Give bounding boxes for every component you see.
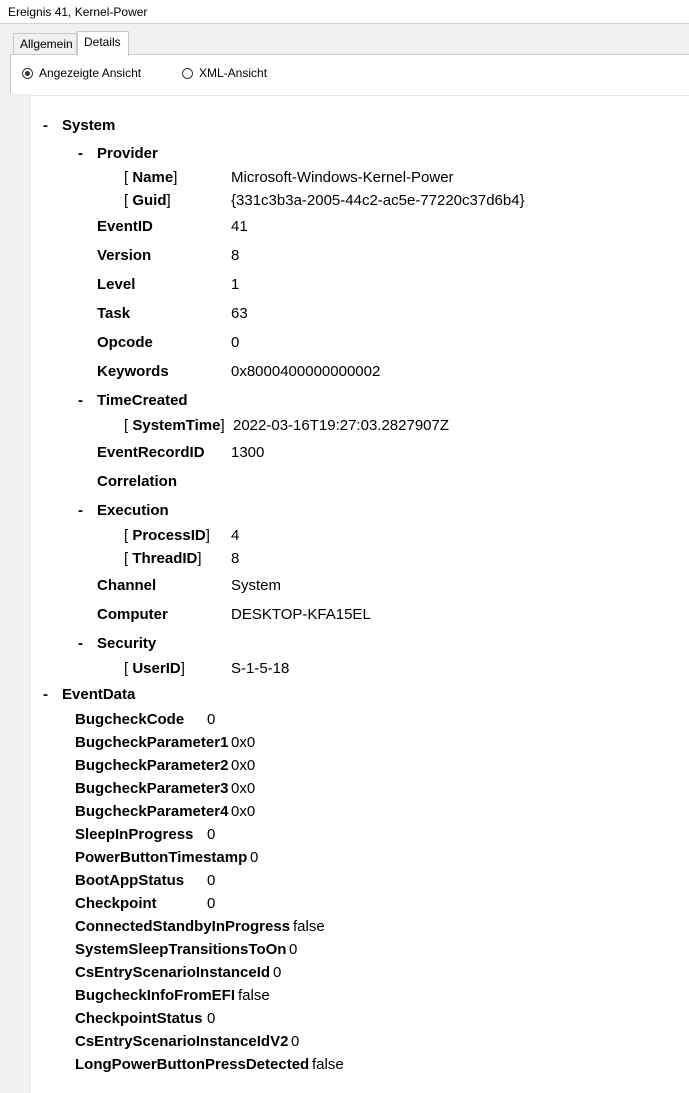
key-correlation: Correlation	[97, 473, 178, 490]
key-eventid: EventID	[97, 218, 153, 235]
eventdata-value: 0	[207, 1010, 216, 1027]
key-version: Version	[97, 247, 152, 264]
collapse-execution-toggle[interactable]: -	[78, 502, 83, 519]
attr-name: [ Name]	[124, 169, 178, 186]
eventdata-key: BugcheckParameter2	[75, 757, 229, 774]
value-keywords: 0x8000400000000002	[231, 363, 381, 380]
tab-details[interactable]: Details	[77, 31, 129, 56]
radio-unselected-icon	[182, 68, 193, 79]
eventdata-key: SleepInProgress	[75, 826, 194, 843]
eventdata-key: LongPowerButtonPressDetected	[75, 1056, 310, 1073]
eventdata-value: false	[312, 1056, 344, 1073]
eventdata-value: 0	[289, 941, 298, 958]
node-provider: Provider	[97, 145, 158, 162]
eventdata-key: PowerButtonTimestamp	[75, 849, 248, 866]
radio-xml-view[interactable]	[182, 66, 267, 80]
value-task: 63	[231, 305, 248, 322]
node-system: System	[62, 117, 116, 134]
eventdata-value: 0x0	[231, 734, 256, 751]
eventdata-value: 0x0	[231, 803, 256, 820]
eventdata-key: BugcheckInfoFromEFI	[75, 987, 236, 1004]
event-details-view[interactable]	[31, 95, 689, 1093]
value-opcode: 0	[231, 334, 240, 351]
value-channel: System	[231, 577, 282, 594]
eventdata-value: 0	[207, 872, 216, 889]
key-eventrecordid: EventRecordID	[97, 444, 205, 461]
eventdata-key: CsEntryScenarioInstanceIdV2	[75, 1033, 289, 1050]
eventdata-key: Checkpoint	[75, 895, 157, 912]
eventdata-value: 0	[250, 849, 259, 866]
radio-selected-icon	[22, 68, 33, 79]
eventdata-value: false	[238, 987, 270, 1004]
key-channel: Channel	[97, 577, 157, 594]
attr-threadid-value: 8	[231, 550, 240, 567]
eventdata-key: CheckpointStatus	[75, 1010, 203, 1027]
eventdata-key: BugcheckParameter3	[75, 780, 229, 797]
attr-name-value: Microsoft-Windows-Kernel-Power	[231, 169, 454, 186]
eventdata-key: BugcheckParameter1	[75, 734, 229, 751]
key-task: Task	[97, 305, 131, 322]
eventdata-key: BootAppStatus	[75, 872, 185, 889]
value-version: 8	[231, 247, 240, 264]
window-title: Ereignis 41, Kernel-Power	[8, 5, 148, 19]
eventdata-value: false	[293, 918, 325, 935]
value-eventrecordid: 1300	[231, 444, 265, 461]
eventdata-value: 0	[273, 964, 282, 981]
collapse-timecreated-toggle[interactable]: -	[78, 392, 83, 409]
attr-guid: [ Guid]	[124, 192, 171, 209]
eventdata-value: 0	[291, 1033, 300, 1050]
node-security: Security	[97, 635, 157, 652]
attr-processid-value: 4	[231, 527, 240, 544]
radio-friendly-view[interactable]	[22, 66, 141, 80]
tab-general[interactable]: Allgemein	[13, 33, 77, 54]
radio-xml-label: XML-Ansicht	[199, 66, 268, 80]
attr-threadid: [ ThreadID]	[124, 550, 202, 567]
eventdata-key: BugcheckParameter4	[75, 803, 229, 820]
eventdata-value: 0	[207, 895, 216, 912]
node-eventdata: EventData	[62, 686, 136, 703]
collapse-security-toggle[interactable]: -	[78, 635, 83, 652]
key-level: Level	[97, 276, 136, 293]
eventdata-value: 0x0	[231, 780, 256, 797]
eventdata-key: SystemSleepTransitionsToOn	[75, 941, 287, 958]
value-computer: DESKTOP-KFA15EL	[231, 606, 371, 623]
eventdata-key: ConnectedStandbyInProgress	[75, 918, 291, 935]
key-computer: Computer	[97, 606, 168, 623]
value-eventid: 41	[231, 218, 248, 235]
node-timecreated: TimeCreated	[97, 392, 188, 409]
attr-userid: [ UserID]	[124, 660, 185, 677]
window-titlebar	[0, 0, 689, 24]
attr-guid-value: {331c3b3a-2005-44c2-ac5e-77220c37d6b4}	[231, 192, 525, 209]
collapse-eventdata-toggle[interactable]: -	[43, 686, 48, 703]
attr-processid: [ ProcessID]	[124, 527, 210, 544]
eventdata-value: 0	[207, 711, 216, 728]
attr-userid-value: S-1-5-18	[231, 660, 290, 677]
node-execution: Execution	[97, 502, 169, 519]
radio-friendly-label: Angezeigte Ansicht	[39, 66, 142, 80]
eventdata-value: 0	[207, 826, 216, 843]
eventdata-key: CsEntryScenarioInstanceId	[75, 964, 271, 981]
value-level: 1	[231, 276, 240, 293]
left-margin	[10, 94, 31, 1093]
key-opcode: Opcode	[97, 334, 153, 351]
collapse-system-toggle[interactable]: -	[43, 117, 48, 134]
attr-systemtime: [ SystemTime]	[124, 417, 225, 434]
key-keywords: Keywords	[97, 363, 169, 380]
collapse-provider-toggle[interactable]: -	[78, 145, 83, 162]
eventdata-value: 0x0	[231, 757, 256, 774]
attr-systemtime-value: 2022-03-16T19:27:03.2827907Z	[233, 417, 450, 434]
eventdata-key: BugcheckCode	[75, 711, 185, 728]
